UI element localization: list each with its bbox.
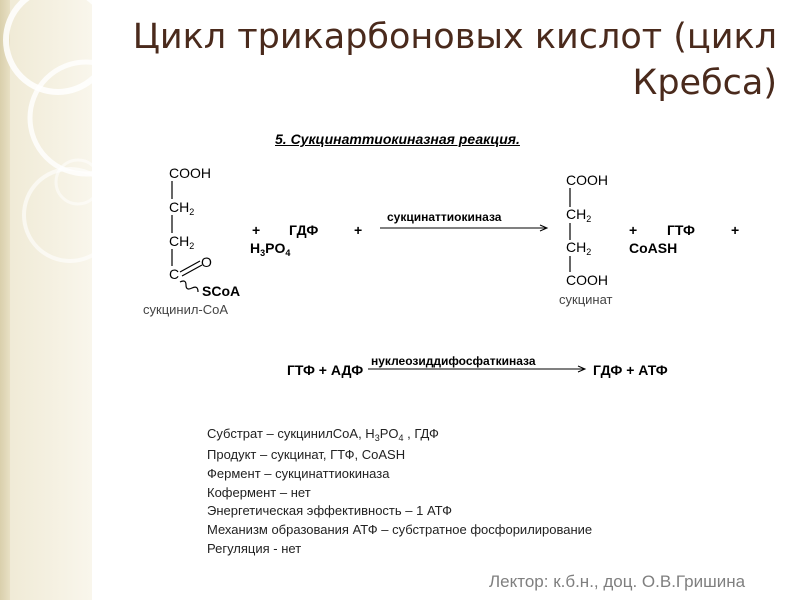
reactant-plus-1: + (252, 222, 261, 238)
right-cooh-label-top: COOH (566, 172, 608, 188)
product-coash: CoASH (629, 240, 678, 256)
product-plus-2: + (731, 222, 740, 238)
left-carbon-label: C (169, 266, 180, 282)
second-reaction-enzyme: нуклеозиддифосфаткиназа (371, 354, 536, 368)
left-molecule-name: сукцинил-CoA (143, 302, 229, 317)
slide-title: Цикл трикарбоновых кислот (цикл Кребса) (132, 17, 777, 103)
double-bond-line (182, 265, 202, 276)
info-enzyme: Фермент – сукцинаттиокиназа (207, 466, 390, 481)
left-oxygen-label: O (201, 254, 212, 270)
product-gtf: ГТФ (667, 222, 695, 238)
double-bond-line (180, 261, 200, 272)
left-ch2-label-2: $CH_2$ (169, 233, 195, 251)
info-regulation: Регуляция - нет (207, 541, 302, 556)
info-mechanism: Механизм образования АТФ – субстратное фосфорилирование (207, 522, 593, 537)
enzyme-label-1: сукцинаттиокиназа (387, 210, 502, 224)
info-coenzyme: Кофермент – нет (207, 485, 311, 500)
wavy-bond (180, 281, 198, 292)
right-ch2-label-1: $CH_2$ (566, 206, 592, 224)
second-reaction-right: ГДФ + АТФ (593, 362, 668, 378)
left-scoa-label: SCoA (202, 283, 241, 299)
reactant-h3po4: $H_3PO_4$ (250, 240, 291, 258)
reactant-gdf: ГДФ (289, 222, 319, 238)
left-cooh-label: COOH (169, 165, 211, 181)
reaction-heading: 5. Сукцинаттиокиназная реакция. (275, 131, 520, 147)
info-energy: Энергетическая эффективность – 1 АТФ (207, 503, 453, 518)
right-ch2-label-2: $CH_2$ (566, 239, 592, 257)
right-cooh-label-bottom: COOH (566, 272, 608, 288)
lecturer-footer: Лектор: к.б.н., доц. О.В.Гришина (489, 572, 746, 591)
right-molecule-name: сукцинат (559, 292, 613, 307)
product-plus-1: + (629, 222, 638, 238)
second-reaction-left: ГТФ + АДФ (287, 362, 364, 378)
info-product: Продукт – сукцинат, ГТФ, CoASH (207, 447, 406, 462)
left-ch2-label-1: $CH_2$ (169, 199, 195, 217)
reactant-plus-2: + (354, 222, 363, 238)
info-substrate: Субстрат – сукцинилCoA, $H_3PO_4$ , ГДФ (207, 426, 439, 443)
